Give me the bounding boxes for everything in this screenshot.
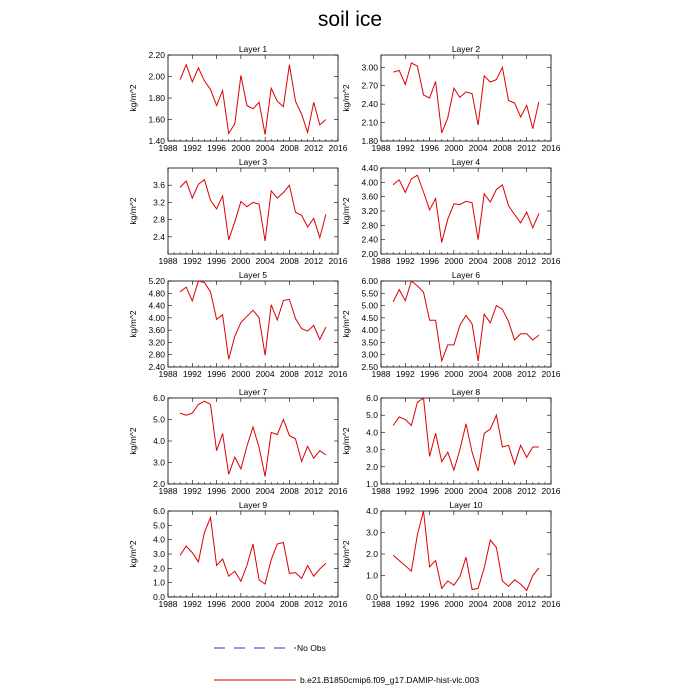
layer-1-ytick-label: 1.40 xyxy=(148,136,165,146)
layer-2-panel xyxy=(341,44,561,153)
layer-4-xtick-label: 2016 xyxy=(541,256,561,266)
layer-9-xtick-label: 2016 xyxy=(328,599,348,609)
layer-8-xtick-label: 1992 xyxy=(395,486,415,496)
layer-7-xtick-label: 2016 xyxy=(328,486,348,496)
layer-7-xtick-label: 2000 xyxy=(231,486,251,496)
layer-1-ylabel: kg/m^2 xyxy=(128,84,138,112)
layer-4-ytick-label: 4.40 xyxy=(361,163,378,173)
layer-4-xtick-label: 2004 xyxy=(468,256,488,266)
layer-2-xtick-label: 2004 xyxy=(468,143,488,153)
layer-4-xtick-label: 1992 xyxy=(395,256,415,266)
layer-10-xtick-label: 2000 xyxy=(444,599,464,609)
layer-2-xtick-label: 2016 xyxy=(541,143,561,153)
layer-5-ytick-label: 3.60 xyxy=(148,325,165,336)
layer-9-xtick-label: 2004 xyxy=(255,599,275,609)
layer-8-xtick-label: 2008 xyxy=(492,486,512,496)
layer-7-xtick-label: 1988 xyxy=(158,486,178,496)
layer-5-ytick-label: 3.20 xyxy=(148,337,165,348)
layer-1-xtick-label: 2016 xyxy=(328,143,348,153)
layer-8-panel xyxy=(341,387,561,496)
layer-5-ytick-label: 4.00 xyxy=(148,312,165,323)
layer-9-xtick-label: 2012 xyxy=(304,599,324,609)
layer-4-series-line xyxy=(393,175,539,242)
layer-6-panel xyxy=(341,270,561,379)
layer-1-ytick-label: 2.20 xyxy=(148,50,165,60)
layer-6-xtick-label: 2000 xyxy=(444,369,464,379)
layer-6-ytick-label: 5.50 xyxy=(361,288,378,299)
layer-6-ylabel: kg/m^2 xyxy=(341,310,351,338)
layer-2-xtick-label: 2008 xyxy=(492,143,512,153)
layer-2-ytick-label: 2.10 xyxy=(361,117,378,128)
layer-4-ytick-label: 2.00 xyxy=(361,249,378,259)
layer-10-series-line xyxy=(393,511,539,591)
layer-4-ytick-label: 2.80 xyxy=(361,220,378,231)
layer-7-panel xyxy=(128,387,348,496)
layer-6-ytick-label: 5.00 xyxy=(361,300,378,311)
layer-6-series-line xyxy=(393,281,539,361)
layer-8-title: Layer 8 xyxy=(451,387,481,397)
layer-9-ytick-label: 0.0 xyxy=(153,592,165,602)
layer-7-xtick-label: 1992 xyxy=(182,486,202,496)
layer-1-xtick-label: 1996 xyxy=(207,143,227,153)
layer-9-xtick-label: 2008 xyxy=(279,599,299,609)
layer-7-ytick-label: 5.0 xyxy=(153,414,165,425)
layer-10-xtick-label: 1988 xyxy=(371,599,391,609)
layer-3-title: Layer 3 xyxy=(238,157,268,167)
layer-6-xtick-label: 1988 xyxy=(371,369,391,379)
layer-3-xtick-label: 2016 xyxy=(328,256,348,266)
layer-2-xtick-label: 2000 xyxy=(444,143,464,153)
layer-8-ytick-label: 6.0 xyxy=(366,393,378,403)
layer-5-ytick-label: 2.80 xyxy=(148,349,165,360)
layer-5-series-line xyxy=(180,281,326,359)
layer-7-ytick-label: 6.0 xyxy=(153,393,165,403)
layer-2-ytick-label: 2.70 xyxy=(361,80,378,91)
layer-3-xtick-label: 1996 xyxy=(207,256,227,266)
layer-4-ylabel: kg/m^2 xyxy=(341,197,351,225)
layer-4-ytick-label: 3.20 xyxy=(361,206,378,216)
layer-8-ytick-label: 2.0 xyxy=(366,461,378,472)
layer-2-frame xyxy=(381,55,551,141)
layer-2-title: Layer 2 xyxy=(451,44,481,54)
layer-10-xtick-label: 1992 xyxy=(395,599,415,609)
layer-5-title: Layer 5 xyxy=(238,270,268,280)
layer-8-ytick-label: 4.0 xyxy=(366,427,378,438)
layer-10-ytick-label: 3.0 xyxy=(366,527,378,538)
layer-5-ytick-label: 5.20 xyxy=(148,276,165,286)
layer-9-title: Layer 9 xyxy=(238,500,268,510)
layer-3-panel xyxy=(128,157,348,266)
layer-3-ylabel: kg/m^2 xyxy=(128,197,138,225)
layer-6-ytick-label: 2.50 xyxy=(361,362,378,372)
layer-1-xtick-label: 1988 xyxy=(158,143,178,153)
layer-10-xtick-label: 2016 xyxy=(541,599,561,609)
layer-3-xtick-label: 2000 xyxy=(231,256,251,266)
layer-6-ytick-label: 3.00 xyxy=(361,349,378,360)
layer-1-ytick-label: 1.80 xyxy=(148,93,165,103)
layer-8-ytick-label: 1.0 xyxy=(366,479,378,489)
layer-7-ytick-label: 4.0 xyxy=(153,436,165,446)
layer-6-xtick-label: 2012 xyxy=(517,369,537,379)
layer-8-ylabel: kg/m^2 xyxy=(341,427,351,455)
layer-5-ytick-label: 2.40 xyxy=(148,362,165,372)
layer-8-xtick-label: 1988 xyxy=(371,486,391,496)
layer-5-ylabel: kg/m^2 xyxy=(128,310,138,338)
layer-1-frame xyxy=(168,55,338,141)
layer-9-ytick-label: 5.0 xyxy=(153,520,165,531)
layer-1-xtick-label: 2008 xyxy=(279,143,299,153)
layer-7-series-line xyxy=(180,401,326,476)
layer-9-xtick-label: 1988 xyxy=(158,599,178,609)
layer-3-frame xyxy=(168,168,338,254)
layer-8-xtick-label: 1996 xyxy=(420,486,440,496)
layer-2-xtick-label: 1996 xyxy=(420,143,440,153)
layer-3-xtick-label: 1988 xyxy=(158,256,178,266)
layer-3-ytick-label: 2.8 xyxy=(153,214,165,225)
layer-4-ytick-label: 3.60 xyxy=(361,191,378,202)
layer-7-xtick-label: 2012 xyxy=(304,486,324,496)
layer-4-title: Layer 4 xyxy=(451,157,481,167)
page-title: soil ice xyxy=(317,8,383,31)
layer-4-ytick-label: 2.40 xyxy=(361,234,378,245)
layer-8-xtick-label: 2000 xyxy=(444,486,464,496)
layer-5-xtick-label: 2016 xyxy=(328,369,348,379)
layer-9-panel xyxy=(128,500,348,609)
layer-9-ytick-label: 2.0 xyxy=(153,563,165,574)
layer-7-title: Layer 7 xyxy=(238,387,268,397)
layer-1-panel xyxy=(128,44,348,153)
layer-5-ytick-label: 4.40 xyxy=(148,300,165,311)
layer-2-xtick-label: 2012 xyxy=(517,143,537,153)
layer-2-series-line xyxy=(393,63,539,133)
layer-8-series-line xyxy=(393,398,539,471)
layer-3-xtick-label: 2008 xyxy=(279,256,299,266)
layer-5-frame xyxy=(168,281,338,367)
layer-4-xtick-label: 2012 xyxy=(517,256,537,266)
layer-5-xtick-label: 1992 xyxy=(182,369,202,379)
layer-6-ytick-label: 6.00 xyxy=(361,276,378,286)
layer-1-xtick-label: 2000 xyxy=(231,143,251,153)
layer-4-frame xyxy=(381,168,551,254)
layer-8-ytick-label: 5.0 xyxy=(366,410,378,421)
layer-6-title: Layer 6 xyxy=(451,270,481,280)
layer-8-xtick-label: 2016 xyxy=(541,486,561,496)
layer-6-xtick-label: 1996 xyxy=(420,369,440,379)
layer-3-xtick-label: 2012 xyxy=(304,256,324,266)
layer-1-xtick-label: 1992 xyxy=(182,143,202,153)
layer-1-ytick-label: 2.00 xyxy=(148,71,165,82)
layer-3-series-line xyxy=(180,180,326,242)
layer-9-xtick-label: 1992 xyxy=(182,599,202,609)
layer-10-frame xyxy=(381,511,551,597)
layer-6-xtick-label: 2004 xyxy=(468,369,488,379)
layer-7-xtick-label: 2008 xyxy=(279,486,299,496)
layer-5-xtick-label: 2012 xyxy=(304,369,324,379)
layer-8-xtick-label: 2004 xyxy=(468,486,488,496)
layer-10-ytick-label: 4.0 xyxy=(366,506,378,516)
layer-1-xtick-label: 2012 xyxy=(304,143,324,153)
layer-2-ytick-label: 1.80 xyxy=(361,136,378,146)
layer-6-ytick-label: 4.00 xyxy=(361,325,378,336)
layer-3-xtick-label: 1992 xyxy=(182,256,202,266)
layer-5-xtick-label: 2008 xyxy=(279,369,299,379)
layer-3-ytick-label: 2.4 xyxy=(153,231,165,242)
layer-4-xtick-label: 1988 xyxy=(371,256,391,266)
layer-8-ytick-label: 3.0 xyxy=(366,444,378,455)
layer-9-xtick-label: 1996 xyxy=(207,599,227,609)
layer-9-series-line xyxy=(180,518,326,585)
layer-9-ytick-label: 6.0 xyxy=(153,506,165,516)
layer-2-ytick-label: 3.00 xyxy=(361,62,378,73)
layer-7-xtick-label: 2004 xyxy=(255,486,275,496)
layer-3-ytick-label: 3.6 xyxy=(153,180,165,191)
layer-7-ylabel: kg/m^2 xyxy=(128,427,138,455)
layer-6-frame xyxy=(381,281,551,367)
layer-2-xtick-label: 1992 xyxy=(395,143,415,153)
layer-7-xtick-label: 1996 xyxy=(207,486,227,496)
layer-8-frame xyxy=(381,398,551,484)
layer-1-series-line xyxy=(180,65,326,135)
layer-9-ytick-label: 4.0 xyxy=(153,534,165,545)
layer-4-panel xyxy=(341,157,561,266)
layer-2-xtick-label: 1988 xyxy=(371,143,391,153)
layer-5-ytick-label: 4.80 xyxy=(148,288,165,299)
layer-6-xtick-label: 2008 xyxy=(492,369,512,379)
layer-4-xtick-label: 1996 xyxy=(420,256,440,266)
layer-1-ytick-label: 1.60 xyxy=(148,114,165,125)
layer-7-ytick-label: 2.0 xyxy=(153,479,165,489)
layer-5-panel xyxy=(128,270,348,379)
layer-10-xtick-label: 1996 xyxy=(420,599,440,609)
layer-4-xtick-label: 2000 xyxy=(444,256,464,266)
layer-6-ytick-label: 4.50 xyxy=(361,312,378,323)
layer-2-ylabel: kg/m^2 xyxy=(341,84,351,112)
layer-9-ytick-label: 3.0 xyxy=(153,549,165,559)
legend-obs-label: No Obs xyxy=(297,643,326,653)
legend-sim-label: b.e21.B1850cmip6.f09_g17.DAMIP-hist-vlc.003 xyxy=(300,675,480,685)
layer-10-ylabel: kg/m^2 xyxy=(341,540,351,568)
layer-1-title: Layer 1 xyxy=(238,44,268,54)
layer-2-ytick-label: 2.40 xyxy=(361,99,378,110)
layer-7-ytick-label: 3.0 xyxy=(153,457,165,468)
layer-9-xtick-label: 2000 xyxy=(231,599,251,609)
layer-5-xtick-label: 2004 xyxy=(255,369,275,379)
layer-10-ytick-label: 0.0 xyxy=(366,592,378,602)
layer-5-xtick-label: 2000 xyxy=(231,369,251,379)
layer-6-ytick-label: 3.50 xyxy=(361,337,378,348)
layer-4-ytick-label: 4.00 xyxy=(361,177,378,188)
layer-9-ylabel: kg/m^2 xyxy=(128,540,138,568)
layer-9-ytick-label: 1.0 xyxy=(153,577,165,588)
layer-1-xtick-label: 2004 xyxy=(255,143,275,153)
layer-5-xtick-label: 1988 xyxy=(158,369,178,379)
layer-10-xtick-label: 2012 xyxy=(517,599,537,609)
layer-10-ytick-label: 2.0 xyxy=(366,549,378,559)
layer-3-xtick-label: 2004 xyxy=(255,256,275,266)
layer-6-xtick-label: 2016 xyxy=(541,369,561,379)
layer-4-xtick-label: 2008 xyxy=(492,256,512,266)
layer-10-xtick-label: 2008 xyxy=(492,599,512,609)
layer-10-title: Layer 10 xyxy=(449,500,483,510)
layer-10-ytick-label: 1.0 xyxy=(366,570,378,581)
layer-3-ytick-label: 3.2 xyxy=(153,197,165,208)
layer-8-xtick-label: 2012 xyxy=(517,486,537,496)
layer-10-panel xyxy=(341,500,561,609)
layer-10-xtick-label: 2004 xyxy=(468,599,488,609)
layer-6-xtick-label: 1992 xyxy=(395,369,415,379)
layer-5-xtick-label: 1996 xyxy=(207,369,227,379)
